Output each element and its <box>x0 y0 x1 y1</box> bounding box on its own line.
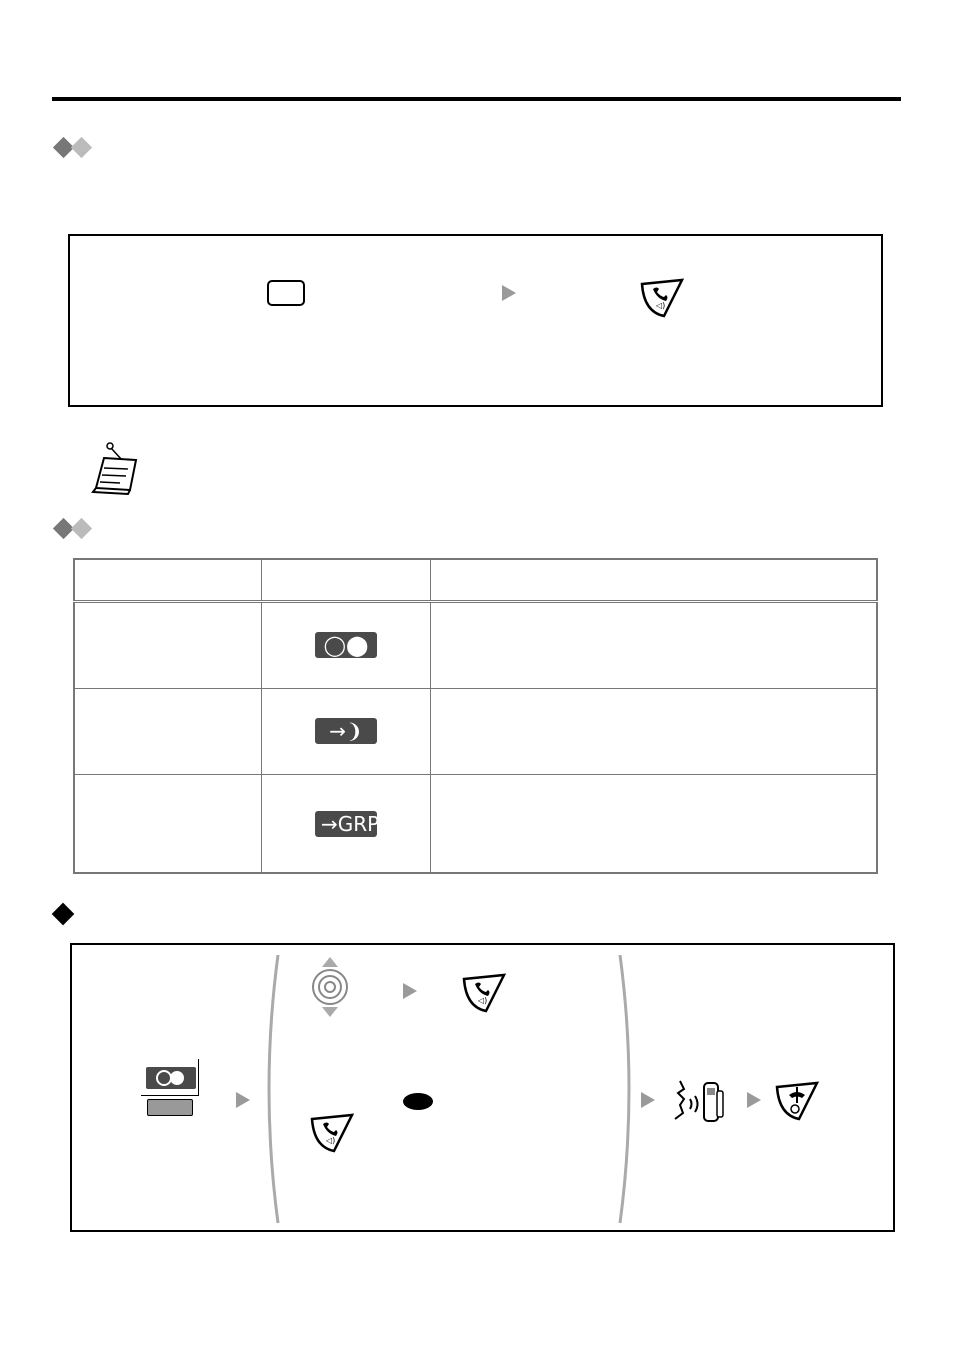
table-header-row <box>74 559 877 602</box>
header-cell <box>431 559 878 602</box>
table-row <box>74 602 877 688</box>
table-row <box>74 775 877 873</box>
top-rule <box>52 97 901 101</box>
table-cell <box>262 602 431 688</box>
talk-key-icon <box>462 973 506 1013</box>
table-cell <box>431 602 878 688</box>
table-cell <box>74 602 262 688</box>
svg-text:◁): ◁) <box>478 996 488 1005</box>
enter-key-icon <box>403 1093 433 1110</box>
transfer-key-icon: →❩ <box>315 718 377 744</box>
navigator-key-icon <box>310 955 350 1019</box>
speak-handset-icon <box>672 1079 730 1125</box>
note-pad-icon <box>90 440 142 496</box>
table-cell <box>262 688 431 774</box>
feature-key-stack <box>141 1059 201 1115</box>
table-cell <box>431 775 878 873</box>
step-arrow-icon <box>236 1092 250 1108</box>
table-cell <box>74 775 262 873</box>
table-cell <box>431 688 878 774</box>
operation-box-1 <box>68 234 883 407</box>
table-cell <box>74 688 262 774</box>
talk-key-icon <box>310 1113 354 1153</box>
svg-text:◁): ◁) <box>326 1136 336 1145</box>
cancel-key-icon <box>775 1081 819 1121</box>
step-arrow-icon <box>747 1092 761 1108</box>
feature-key-table <box>73 558 878 874</box>
blank-key-icon <box>147 1099 193 1116</box>
header-cell <box>262 559 431 602</box>
svg-text:◁): ◁) <box>656 301 666 310</box>
icm-key-icon: ◯⬤ <box>315 632 377 658</box>
left-bracket <box>262 955 302 1223</box>
header-cell <box>74 559 262 602</box>
right-bracket <box>612 955 652 1223</box>
group-transfer-key-icon: →GRP <box>315 811 377 837</box>
table-row <box>74 688 877 774</box>
operation-box-2 <box>70 943 895 1232</box>
section-marker-diamonds <box>52 517 100 543</box>
step-arrow-icon <box>403 983 417 999</box>
table-cell <box>262 775 431 873</box>
section-marker-diamonds <box>52 136 100 162</box>
step-arrow-icon <box>502 285 516 301</box>
icm-key-icon <box>146 1067 196 1089</box>
blank-key-icon <box>267 280 305 306</box>
step-arrow-icon <box>641 1092 655 1108</box>
section-marker-diamond <box>52 903 75 926</box>
talk-key-icon <box>640 278 684 318</box>
